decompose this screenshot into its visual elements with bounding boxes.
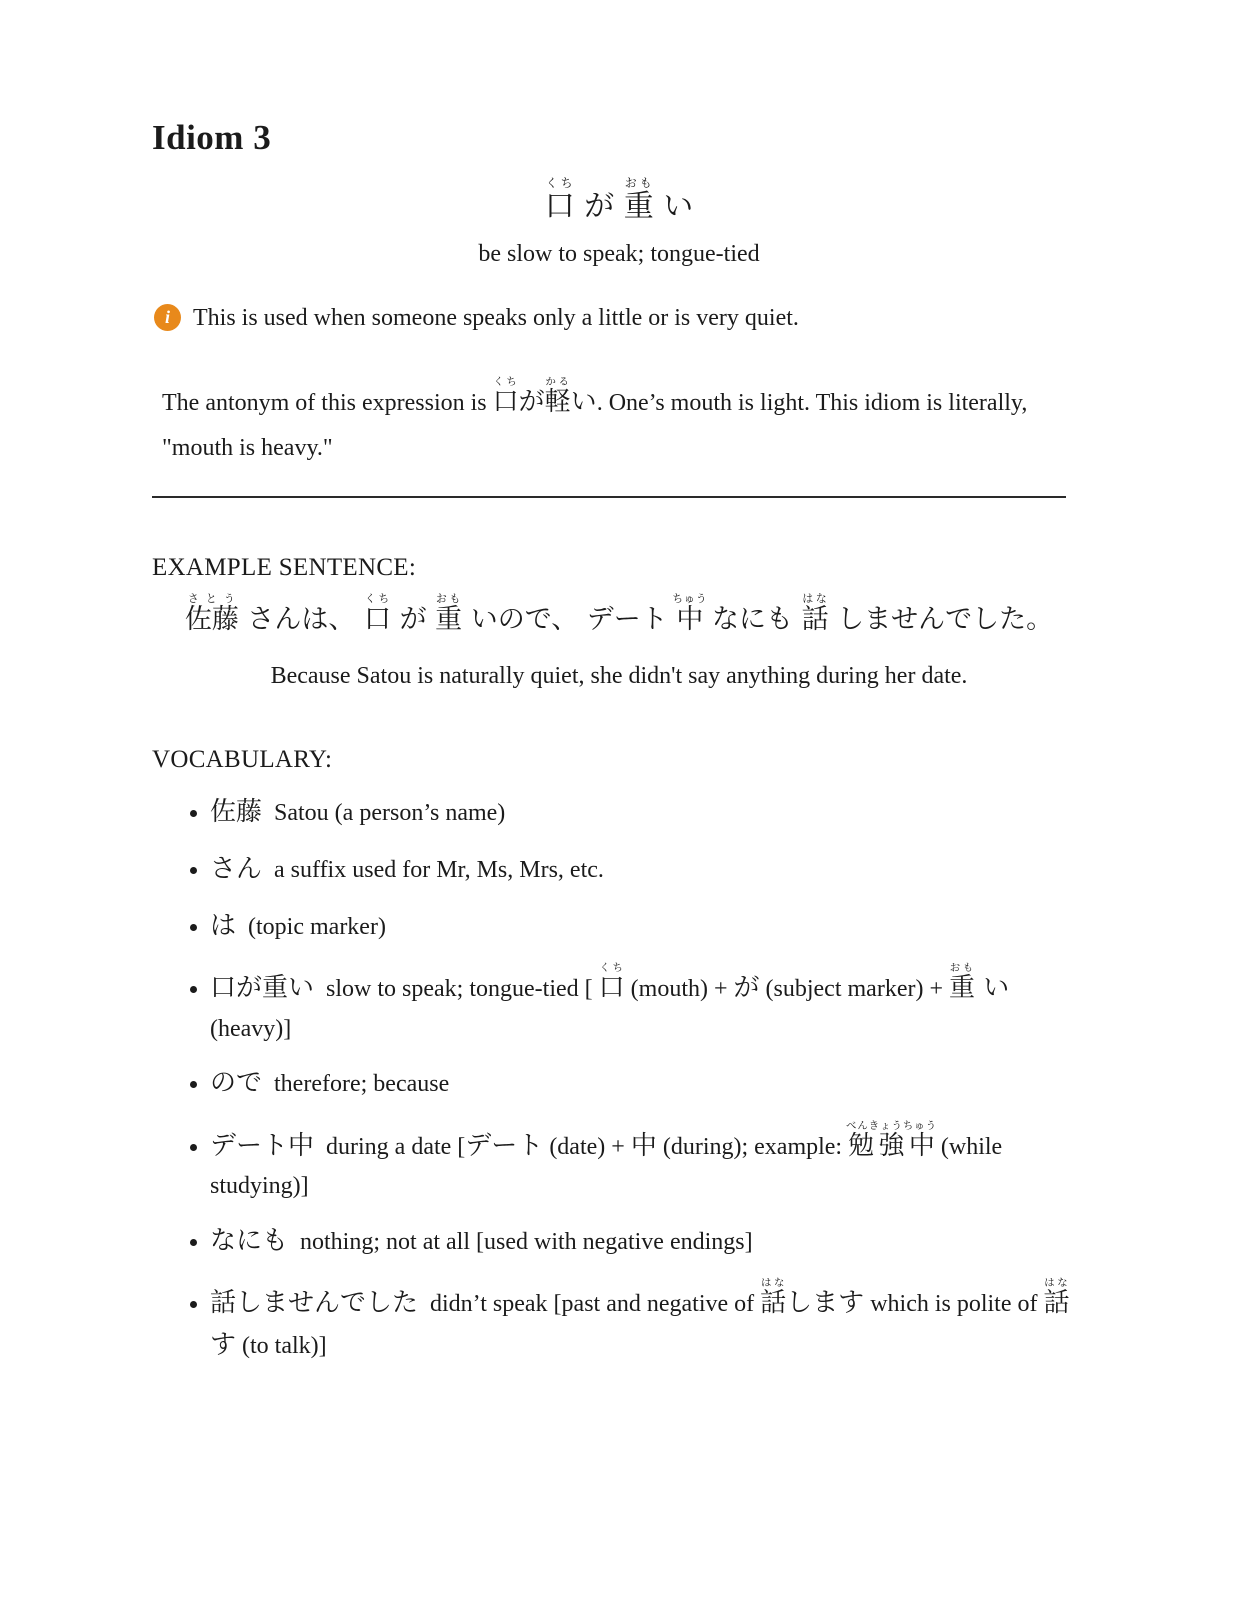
vocab-definition: (topic marker) — [248, 913, 386, 940]
page-title: Idiom 3 — [152, 118, 272, 157]
vocab-term: 佐藤 — [210, 797, 263, 828]
vocab-item — [210, 792, 1086, 834]
vocab-definition: therefore; because — [274, 1071, 450, 1098]
vocabulary-list — [152, 792, 1086, 1366]
vocab-term: なにも — [210, 1225, 289, 1256]
vocab-item — [210, 1221, 1086, 1263]
example-sentence-jp: 佐藤さとう さんは、 口くち が 重おも いので、 デート 中ちゅう なにも 話はな しませんでした。 — [184, 592, 1054, 636]
idiom-meaning: be slow to speak; tongue-tied — [478, 241, 760, 267]
section-divider — [152, 496, 1066, 498]
usage-note-text: This is used when someone speaks only a little or is very quiet. — [193, 305, 799, 331]
vocab-definition: didn’t speak [past and negative of 話はなします which is polite of 話はなす (to talk)] — [210, 1277, 1070, 1360]
vocab-term: ので — [210, 1068, 263, 1099]
usage-note — [154, 302, 1086, 336]
example-sentence-heading: EXAMPLE SENTENCE: — [152, 554, 417, 582]
vocab-term: 話しませんでした — [210, 1288, 419, 1319]
vocab-definition: Satou (a person’s name) — [274, 800, 506, 827]
vocab-term: 口が重い — [210, 973, 315, 1004]
antonym-note-suffix: . One’s mouth is light. This idiom is literally, "mouth is heavy." — [162, 389, 1028, 461]
vocab-definition: during a date [デート (date) + 中 (during); example: 勉強中べんきょうちゅう (while studying)] — [210, 1119, 1003, 1200]
idiom-heading-jp: 口くち が 重おも い — [544, 176, 694, 224]
antonym-term-jp: 口くちが軽かるい — [492, 375, 597, 417]
vocab-item — [210, 849, 1086, 891]
vocab-definition: a suffix used for Mr, Ms, Mrs, etc. — [274, 856, 604, 883]
antonym-note-prefix: The antonym of this expression is — [162, 389, 493, 416]
vocab-item — [210, 962, 1086, 1048]
vocab-term: デート中 — [210, 1130, 315, 1161]
vocab-item — [210, 906, 1086, 948]
vocab-definition: nothing; not at all [used with negative endings] — [300, 1228, 753, 1255]
vocabulary-heading: VOCABULARY: — [152, 746, 333, 774]
vocab-term: さん — [210, 853, 263, 884]
example-translation: Because Satou is naturally quiet, she didn't say anything during her date. — [270, 663, 968, 690]
antonym-note — [152, 376, 1086, 470]
vocab-item — [210, 1063, 1086, 1105]
vocab-definition: slow to speak; tongue-tied [ 口くち (mouth) + が (subject marker) + 重おも い (heavy)] — [210, 962, 1010, 1042]
vocab-item — [210, 1120, 1086, 1206]
vocab-term: は — [210, 910, 237, 941]
vocab-item — [210, 1277, 1086, 1366]
info-icon: i — [154, 304, 181, 331]
